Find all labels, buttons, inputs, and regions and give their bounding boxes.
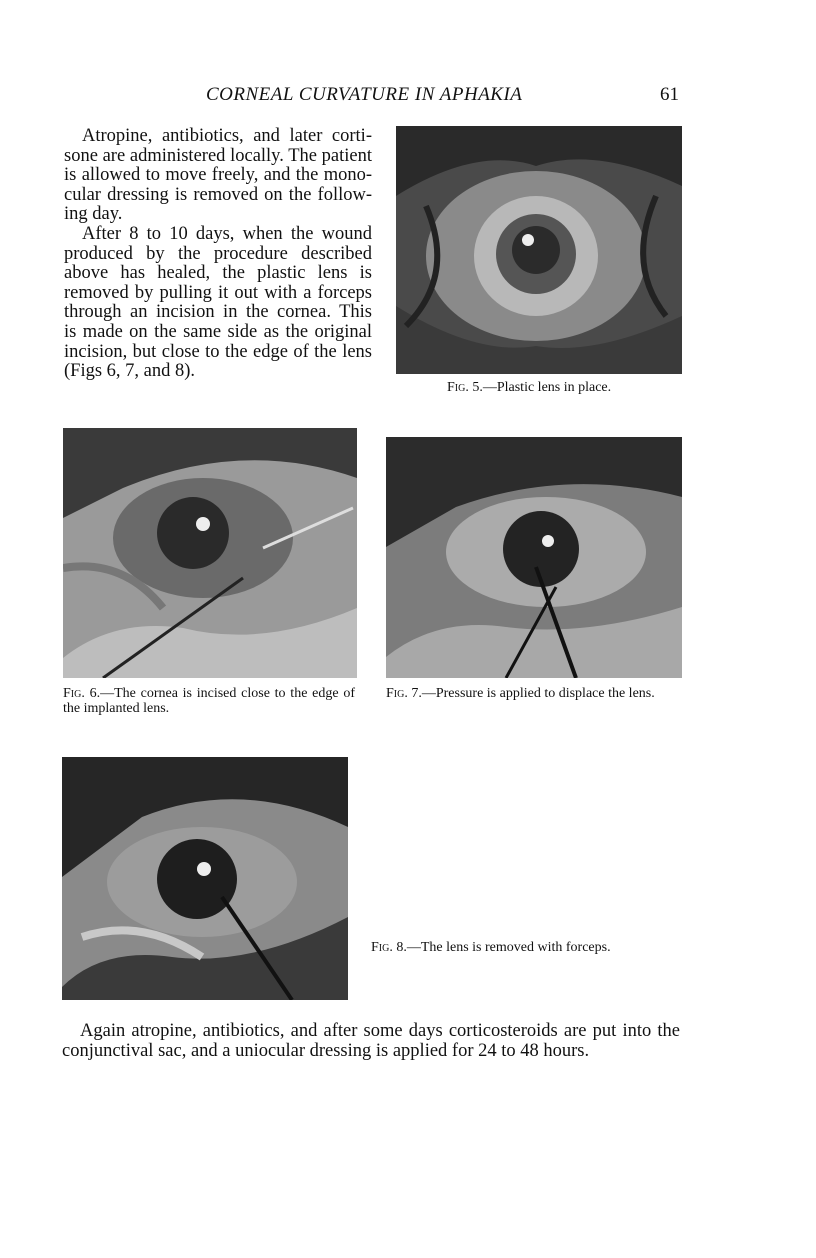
paragraph-3 — [62, 1022, 680, 1061]
figure-8-caption — [371, 940, 671, 955]
figure-caption-text: —The cornea is incised close to the edge of the implanted lens. — [63, 686, 355, 716]
figure-label: Fig. 8. — [371, 940, 407, 955]
paragraph-1 — [64, 127, 372, 225]
figure-7-photo — [386, 437, 682, 678]
figure-label: Fig. 7. — [386, 686, 422, 701]
text-line: produced by the procedure described — [64, 243, 372, 264]
text-line: conjunctival sac, and a uniocular dressing is applied for 24 to 48 hours. — [62, 1040, 590, 1061]
text-line: through an incision in the cornea. This — [64, 302, 372, 323]
figure-caption-text: —The lens is removed with forceps. — [406, 940, 611, 955]
figure-label: Fig. 6. — [63, 686, 101, 701]
running-title: CORNEAL CURVATURE IN APHAKIA — [206, 84, 523, 105]
text-line: removed by pulling it out with a forceps — [64, 282, 372, 303]
figure-caption-text: —Plastic lens in place. — [482, 380, 612, 395]
figure-caption-text: —Pressure is applied to displace the lens. — [421, 686, 655, 701]
page-number: 61 — [660, 84, 679, 105]
figure-label: Fig. 5. — [447, 380, 483, 395]
text-line: cular dressing is removed on the follow- — [64, 184, 372, 205]
text-line: Atropine, antibiotics, and later corti- — [82, 126, 372, 146]
figure-6-caption — [63, 686, 355, 716]
figure-5-caption — [447, 380, 687, 395]
text-line: above has healed, the plastic lens is — [64, 263, 372, 284]
text-line: is allowed to move freely, and the mono- — [64, 165, 372, 186]
text-line: ing day. — [64, 204, 123, 225]
text-line: After 8 to 10 days, when the wound — [82, 224, 372, 244]
figure-8-photo — [62, 757, 348, 1000]
text-line: Again atropine, antibiotics, and after some days corticosteroids are put into the — [80, 1021, 680, 1041]
text-line: is made on the same side as the original — [64, 321, 372, 342]
figure-5-photo — [396, 126, 682, 374]
paragraph-2 — [64, 225, 372, 382]
text-line: (Figs 6, 7, and 8). — [64, 361, 196, 382]
text-line: incision, but close to the edge of the lens — [64, 341, 372, 362]
figure-6-photo — [63, 428, 357, 678]
figure-7-caption — [386, 686, 680, 701]
text-line: sone are administered locally. The patient — [64, 145, 372, 166]
